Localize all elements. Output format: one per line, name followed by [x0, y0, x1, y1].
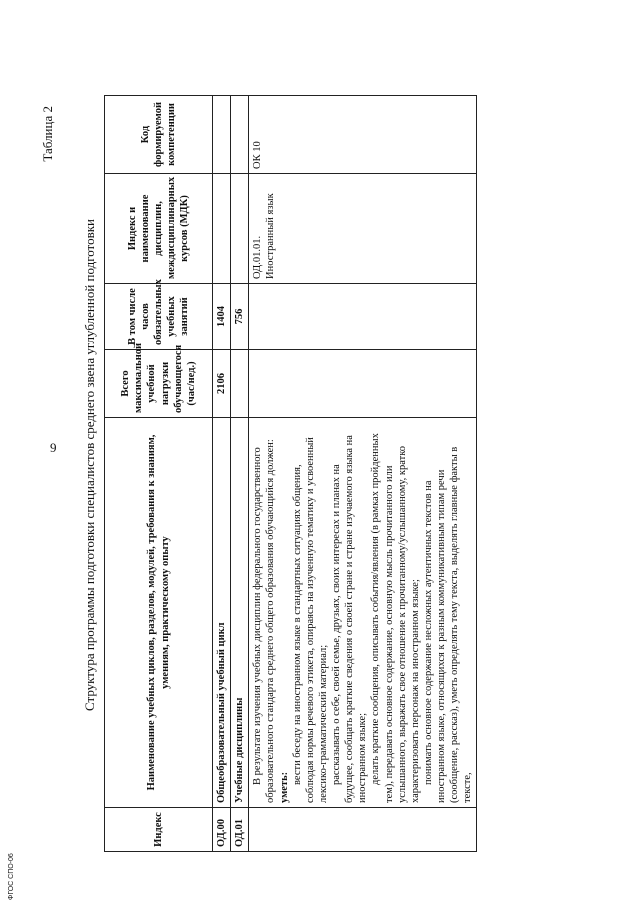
cell-competence [213, 96, 231, 174]
table-row [231, 96, 249, 852]
table-row [249, 96, 477, 852]
rotated-page-content [40, 70, 620, 860]
page-number: 9 [50, 440, 57, 455]
description-item: понимать основное содержание несложных аутентичных текстов на иностранном языке, относящихся к разным коммуникативным типам речи (сообщение, рассказ), уметь определять тему текста, выделять главные факты в тексте, [422, 446, 474, 803]
cell-description [249, 418, 477, 808]
cell-name: Учебные дисциплины [231, 418, 249, 808]
cell-index: ОД.00 [213, 808, 231, 852]
description-item: рассказывать о себе, своей семье, друзьях, своих интересах и планах на будущее, сообщать краткие сведения о своей стране и стране изучаемого языка на иностранном языке; [331, 435, 369, 803]
cell-mandatory: 1404 [213, 284, 231, 350]
structure-table [104, 95, 477, 852]
table-row [213, 96, 231, 852]
footer [8, 840, 48, 900]
cell-name: Общеобразовательный учебный цикл [213, 418, 231, 808]
cell-mdk: ОД.01.01. Иностранный язык [249, 174, 477, 284]
footer-code: ФГОС СПО-06 [8, 853, 15, 900]
cell-mdk [231, 174, 249, 284]
cell-index [249, 808, 477, 852]
table-title: Структура программы подготовки специалистов среднего звена углубленной подготовки [82, 219, 97, 711]
header-mandatory: В том числе часов обязательных учебных занятий [105, 284, 213, 350]
cell-max-load: 2106 [213, 350, 231, 418]
cell-index: ОД.01 [231, 808, 249, 852]
cell-max-load [249, 350, 477, 418]
header-competence: Код формируемой компетенции [105, 96, 213, 174]
cell-mandatory: 756 [231, 284, 249, 350]
description-intro: В результате изучения учебных дисциплин федерального государственного образовательного стандарта среднего общего образования обучающийся должен: [252, 439, 277, 803]
description-skills-heading: уметь: [278, 771, 290, 803]
cell-mandatory [249, 284, 477, 350]
header-name: Наименование учебных циклов, разделов, модулей, требования к знаниям, умениям, практическому опыту [105, 418, 213, 808]
description-item: делать краткие сообщения, описывать события/явления (в рамках пройденных тем), передавать основное содержание, основную мысль прочитанного или услышанного, выражать свое отношение к прочитанному/услышанному, кратко характеризовать персонаж на иностранном языке; [370, 433, 421, 803]
table-header-row [105, 96, 213, 852]
header-mdk: Индекс и наименование дисциплин, междисциплинарных курсов (МДК) [105, 174, 213, 284]
description-item: вести беседу на иностранном языке в стандартных ситуациях общения, соблюдая нормы речевого этикета, опираясь на изученную тематику и усвоенный лексико-грамматический материал; [291, 437, 329, 803]
cell-competence [231, 96, 249, 174]
header-index: Индекс [105, 808, 213, 852]
table-label: Таблица 2 [40, 106, 55, 162]
cell-mdk [213, 174, 231, 284]
cell-competence: ОК 10 [249, 96, 477, 174]
header-max-load: Всего максимальной учебной нагрузки обучающегося (час/нед.) [105, 350, 213, 418]
cell-max-load [231, 350, 249, 418]
